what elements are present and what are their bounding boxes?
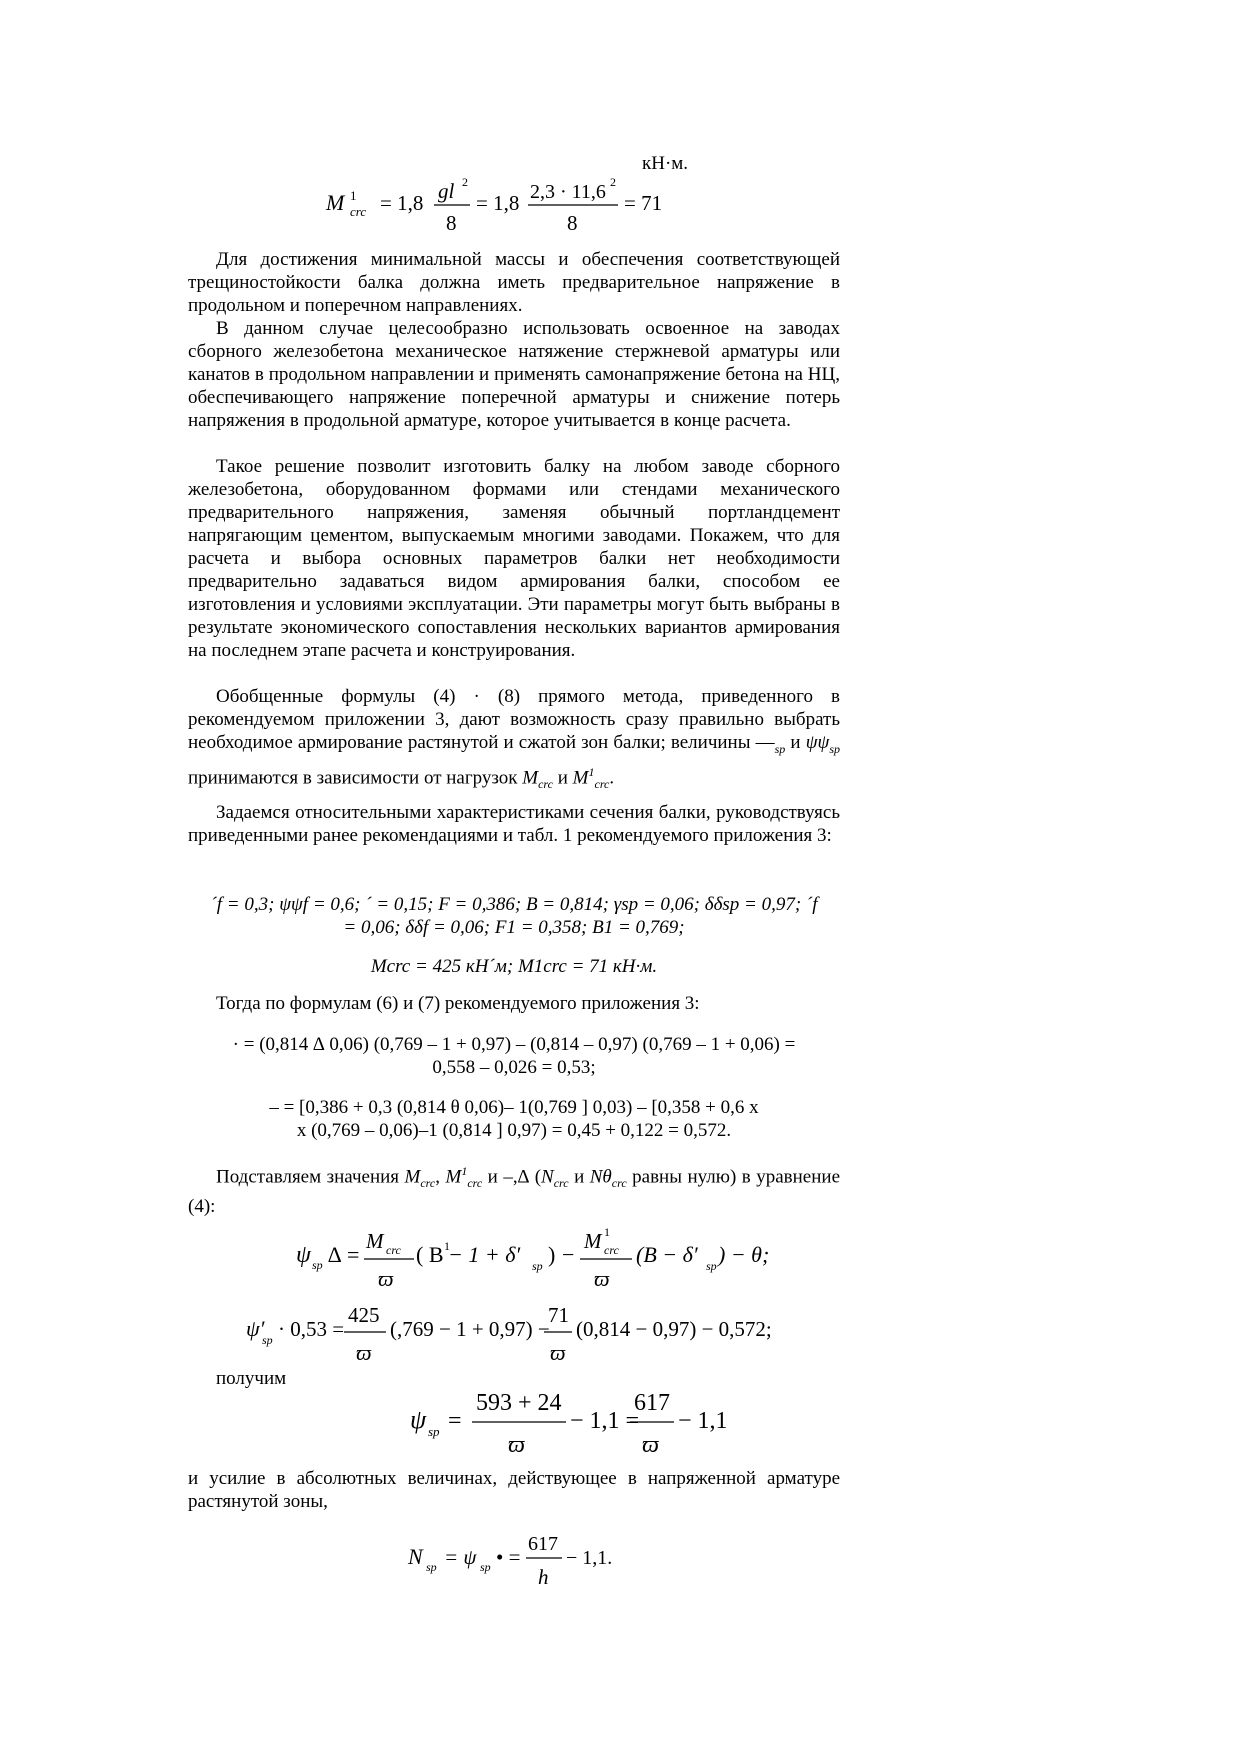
formula-m1crc-num2-sup: 2 xyxy=(610,175,616,189)
params-line-1: ´f = 0,3; ψψf = 0,6; ´ = 0,15; F = 0,386; B = 0,814; γsp = 0,06; δδsp = 0,97; ´f xyxy=(210,894,818,915)
svg-text:· 0,53 =: · 0,53 = xyxy=(278,1317,345,1341)
svg-text:(B − δ′: (B − δ′ xyxy=(636,1242,698,1267)
calc-b-line-1: – = [0,386 + 0,3 (0,814 θ 0,06)– 1(0,769 ] 0,03) – [0,358 + 0,6 x xyxy=(269,1097,759,1118)
svg-text:ϖ: ϖ xyxy=(594,1266,610,1291)
paragraph-6: Тогда по формулам (6) и (7) рекомендуемого приложения 3: xyxy=(216,993,700,1014)
svg-text:sp: sp xyxy=(262,1333,273,1347)
svg-text:sp: sp xyxy=(532,1259,543,1273)
paragraph-8: получим xyxy=(216,1368,287,1389)
svg-text:• =: • = xyxy=(496,1545,521,1569)
formula-m1crc-lhs-sub: crc xyxy=(350,204,367,219)
calc-a-line-1: · = (0,814 ∆ 0,06) (0,769 – 1 + 0,97) – (0,814 – 0,97) (0,769 – 1 + 0,06) = xyxy=(232,1034,796,1055)
svg-text:crc: crc xyxy=(386,1243,401,1257)
svg-text:): ) xyxy=(548,1242,556,1267)
svg-text:593 + 24: 593 + 24 xyxy=(476,1390,562,1416)
svg-text:− 1,1 =: − 1,1 = xyxy=(570,1408,640,1434)
svg-text:ϖ: ϖ xyxy=(378,1266,394,1291)
paragraph-1: Для достижения минимальной массы и обеспечения соответствующей трещиностойкости балка должна иметь предварительное напряжение в продольном и поперечном направлениях. xyxy=(188,249,840,316)
formula-m1crc-den1: 8 xyxy=(446,211,457,235)
svg-text:− 1,1.: − 1,1. xyxy=(566,1547,613,1569)
svg-text:1: 1 xyxy=(604,1225,610,1239)
paragraph-5: Задаемся относительными характеристиками сечения балки, руководствуясь приведенными ранее рекомендациями и табл. 1 рекомендуемого приложения 3: xyxy=(188,802,840,846)
svg-text:ϖ: ϖ xyxy=(550,1340,566,1365)
svg-text:ϖ: ϖ xyxy=(642,1432,659,1458)
paragraph-9: и усилие в абсолютных величинах, действующее в напряженной арматуре растянутой зоны, xyxy=(188,1468,840,1512)
svg-text:M: M xyxy=(584,1229,602,1253)
paragraph-7: Подставляем значения $M_{crc}$, $M^1_{crc}$ и –,∆ ($N_{crc}$ и $N\theta_{crc}$ равны нулю) в уравнение (4): xyxy=(188,1164,841,1218)
svg-text:ψ: ψ xyxy=(410,1405,427,1434)
formula-psi-053 xyxy=(246,1294,786,1374)
calc-b-line-2: x (0,769 – 0,06)–1 (0,814 ] 0,97) = 0,45 + 0,122 = 0,572. xyxy=(296,1120,732,1141)
formula-m1crc xyxy=(320,170,680,240)
paragraph-4: Обобщенные формулы (4) · (8) прямого метода, приведенного в рекомендуемом приложении 3, дают возможность сразу правильно выбрать необходимое армирование растянутой и сжатой зон балки; величины $—_{sp}$ и $\psi\psi_{sp}$ принимаются в зависимости от нагрузок $M_{crc}$ и $M^1_{crc}$. xyxy=(188,686,840,791)
svg-text:crc: crc xyxy=(604,1243,619,1257)
svg-text:−: − xyxy=(562,1242,575,1267)
svg-text:− 1 + δ′: − 1 + δ′ xyxy=(448,1242,521,1267)
svg-text:617: 617 xyxy=(634,1390,670,1416)
formula-psi-delta xyxy=(296,1222,770,1302)
calc-a-line-2: 0,558 – 0,026 = 0,53; xyxy=(432,1057,596,1078)
formula-m1crc-result: = 71 xyxy=(624,191,663,215)
unit-label: кН·м. xyxy=(642,153,689,174)
svg-text:sp: sp xyxy=(428,1424,440,1439)
svg-text:sp: sp xyxy=(312,1258,323,1272)
svg-text:∆ =: ∆ = xyxy=(328,1242,360,1267)
formula-psi-result xyxy=(410,1380,740,1470)
paragraph-3: Такое решение позволит изготовить балку на любом заводе сборного железобетона, оборудованном формами или стендами механического предварительного напряжения, заменяя обычный портландцемент напрягающим цементом, выпускаемым многими заводами. Покажем, что для расчета и выбора основных параметров балки нет необходимости предварительно задаваться видом армирования балки, способом ее изготовления и условиями эксплуатации. Эти параметры могут быть выбраны в результате экономического сопоставления нескольких вариантов армирования на последнем этапе расчета и конструирования. xyxy=(188,456,840,661)
svg-text:=: = xyxy=(448,1408,462,1434)
formula-m1crc-num1-sup: 2 xyxy=(462,175,468,189)
svg-text:ψ: ψ xyxy=(296,1242,311,1268)
svg-text:ϖ: ϖ xyxy=(508,1432,525,1458)
svg-text:(,769 − 1 + 0,97) −: (,769 − 1 + 0,97) − xyxy=(390,1317,550,1341)
svg-text:ψ′: ψ′ xyxy=(246,1316,265,1341)
svg-text:N: N xyxy=(408,1544,423,1569)
formula-nsp xyxy=(408,1522,628,1602)
formula-m1crc-eq2: = 1,8 xyxy=(476,191,520,215)
svg-text:ϖ: ϖ xyxy=(356,1340,372,1365)
formula-m1crc-num1: gl xyxy=(438,179,455,203)
svg-text:425: 425 xyxy=(348,1303,380,1327)
svg-text:= ψ: = ψ xyxy=(444,1545,477,1569)
formula-m1crc-num2: 2,3 · 11,6 xyxy=(530,181,606,203)
svg-text:sp: sp xyxy=(426,1560,437,1574)
svg-text:1: 1 xyxy=(444,1239,450,1253)
svg-text:M: M xyxy=(366,1229,384,1253)
svg-text:) − θ;: ) − θ; xyxy=(718,1242,770,1267)
formula-m1crc-eq1: = 1,8 xyxy=(380,191,424,215)
svg-text:sp: sp xyxy=(480,1560,491,1574)
svg-text:(0,814 − 0,97) − 0,572;: (0,814 − 0,97) − 0,572; xyxy=(576,1317,772,1341)
svg-text:sp: sp xyxy=(706,1259,717,1273)
svg-text:617: 617 xyxy=(528,1533,558,1555)
params-line-3: Mcrc = 425 кН´м; M1crc = 71 кН·м. xyxy=(370,956,658,977)
formula-m1crc-den2: 8 xyxy=(567,211,578,235)
svg-text:( B: ( B xyxy=(416,1242,444,1267)
formula-m1crc-lhs-sup: 1 xyxy=(350,188,357,203)
svg-text:− 1,1: − 1,1 xyxy=(678,1408,728,1434)
params-line-2: = 0,06; δδf = 0,06; F1 = 0,358; B1 = 0,769; xyxy=(343,917,685,938)
svg-text:h: h xyxy=(538,1565,549,1589)
formula-m1crc-lhs: M xyxy=(326,190,345,215)
svg-text:71: 71 xyxy=(548,1303,569,1327)
paragraph-2: В данном случае целесообразно использовать освоенное на заводах сборного железобетона механическое натяжение стержневой арматуры или канатов в продольном направлении и применять самонапряжение бетона на НЦ, обеспечивающего напряжение поперечной арматуры и снижение потерь напряжения в продольной арматуре, которое учитывается в конце расчета. xyxy=(188,318,840,431)
